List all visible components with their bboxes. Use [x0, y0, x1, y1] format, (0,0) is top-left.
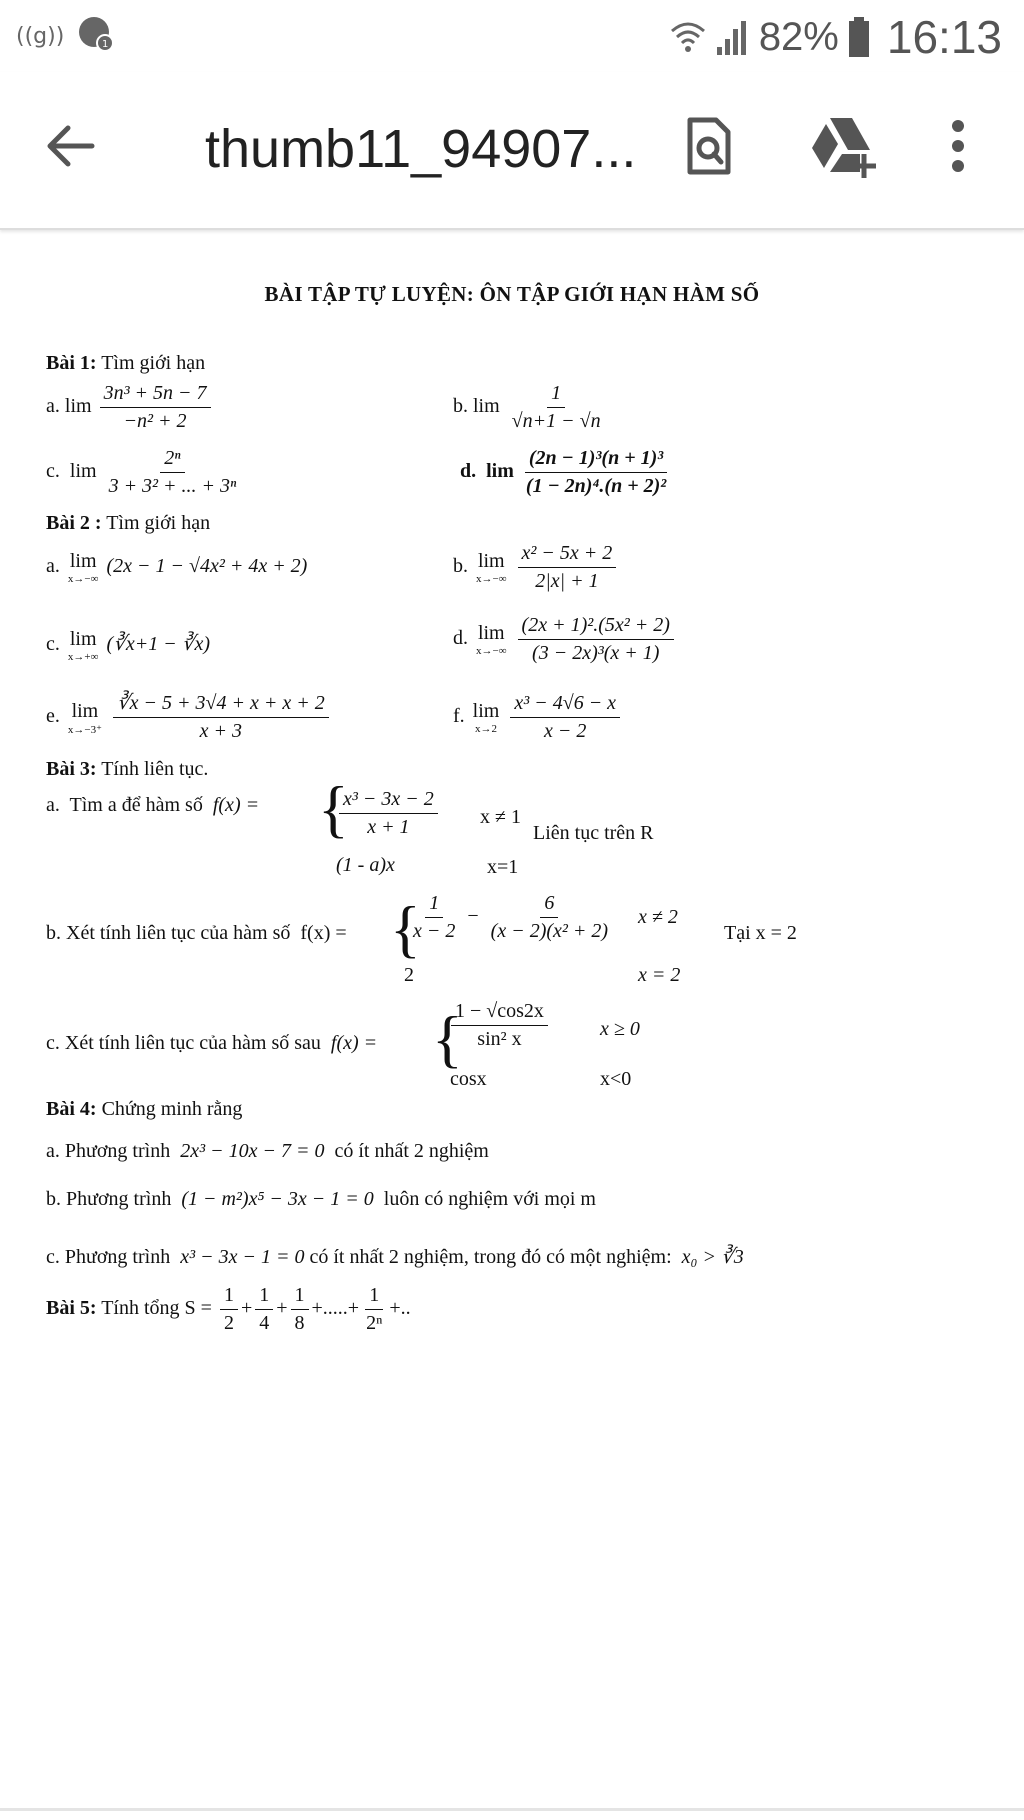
bai3-b: b. Xét tính liên tục của hàm số f(x) =: [46, 922, 347, 944]
bai1-heading: Bài 1: Tìm giới hạn: [46, 352, 206, 374]
bai4-c: c. Phương trình x³ − 3x − 1 = 0 có ít nhất 2 nghiệm, trong đó có một nghiệm: x₀ > ∛3: [46, 1246, 744, 1268]
wifi-calling-icon: [14, 17, 65, 51]
bai3-a-case1: $\frac{\text{x³ − 3x − 2}}{x + 1}$: [336, 788, 441, 839]
bai3-b-cond1: x ≠ 2: [638, 906, 678, 928]
bai2-heading: Bài 2 : Tìm giới hạn: [46, 512, 211, 534]
messenger-icon: [76, 14, 116, 54]
wifi-icon: [669, 17, 707, 57]
battery-icon: [847, 16, 871, 58]
bai4-b: b. Phương trình (1 − m²)x⁵ − 3x − 1 = 0 luôn có nghiệm với mọi m: [46, 1188, 596, 1210]
bai3-a-cond2: x=1: [487, 856, 519, 878]
battery-percent: 82%: [758, 14, 839, 59]
bai2-e: e. lim x→−3⁺ $\frac{∛x - 5 + 3√4 + x + x + 2}{x + 3}$: [46, 692, 332, 743]
status-bar: [0, 0, 1024, 72]
bai2-a: a. lim x→−∞ (2x − 1 − √4x² + 4x + 2): [46, 550, 308, 585]
bai3-b-cond2: x = 2: [638, 964, 681, 986]
bai3-a-brace: {: [318, 773, 349, 844]
bai4-heading: Bài 4: Chứng minh rằng: [46, 1098, 243, 1120]
bai3-b-case2: 2: [404, 964, 414, 986]
bai1-c: c. lim $\frac{\text{2ⁿ}}{\text{3 + 3² + ... + 3ⁿ}}$: [46, 447, 237, 497]
bai3-a: a. Tìm a để hàm số f(x) =: [46, 794, 260, 816]
status-right: [669, 10, 1002, 64]
back-arrow-icon[interactable]: [40, 116, 100, 176]
bai3-c-cond2: x<0: [600, 1068, 632, 1090]
bai1-a: a. lim $\frac{\text{3n³ + 5n − 7}}{\text{−n² + 2}}$: [46, 382, 214, 433]
bai2-f: f. lim x→2 $\frac{\text{x³ − 4√6 − x}}{x - 2}$: [453, 692, 623, 743]
bai3-a-cond1: x ≠ 1: [480, 806, 521, 828]
bai3-a-case2: (1 - a)x: [336, 854, 395, 876]
svg-text:1: 1: [102, 39, 109, 50]
bai3-a-tail: Liên tục trên R: [533, 822, 654, 844]
bai4-a: a. Phương trình 2x³ − 10x − 7 = 0 có ít nhất 2 nghiệm: [46, 1140, 489, 1162]
svg-text:((g)): ((g)): [16, 24, 65, 49]
bai3-heading: Bài 3: Tính liên tục.: [46, 758, 209, 780]
bai3-c-case2: cosx: [450, 1068, 487, 1090]
bai2-c: c. lim x→+∞ (∛x+1 − ∛x): [46, 628, 210, 663]
bai3-b-tail: Tại x = 2: [724, 922, 797, 944]
search-document-icon[interactable]: [676, 114, 740, 178]
bai3-c-cond1: x ≥ 0: [600, 1018, 640, 1040]
bai1-b: b. lim $\frac{1}{√n+1 - √n}$: [453, 382, 601, 432]
bai3-b-case1: $\frac{1}{x - 2}$ − $\frac{6}{\text{(x − 2)(x² + 2)}}$: [413, 892, 609, 942]
bottom-divider: [0, 1808, 1024, 1811]
bai3-c: c. Xét tính liên tục của hàm số sau f(x) =: [46, 1032, 378, 1054]
bai3-c-case1: $\frac{1 - √\cos 2x}{\text{sin² x}}$: [448, 1000, 551, 1051]
bai2-b: b. lim x→−∞ $\frac{\text{x² − 5x + 2}}{2|x| + 1}$: [453, 542, 619, 593]
document-heading: BÀI TẬP TỰ LUYỆN: ÔN TẬP GIỚI HẠN HÀM SỐ: [264, 282, 760, 306]
file-title: thumb11_94907...: [205, 119, 637, 179]
drive-add-icon[interactable]: [808, 114, 880, 178]
bai1-d: d. lim $\frac{\text{(2n − 1)³(n + 1)³}}{\text{(1 − 2n)⁴.(n + 2)²}}$: [460, 447, 667, 497]
status-left-icons: [14, 14, 116, 54]
bai3-b-brace: {: [390, 893, 421, 964]
document-page: [0, 232, 1024, 1792]
bai2-d: d. lim x→−∞ $\frac{\text{(2x + 1)².(5x² + 2)}}{\text{(3 − 2x)³(x + 1)}}$: [453, 614, 677, 665]
more-vert-icon[interactable]: [936, 114, 980, 178]
clock: 16:13: [886, 11, 1002, 63]
bai3-c-brace: {: [432, 1003, 463, 1074]
app-toolbar: [0, 72, 1024, 230]
signal-icon: [715, 17, 751, 57]
bai5-line: Bài 5: Tính tổng S = $\frac{1}{2}$ + $\frac{1}{4}$ + $\frac{1}{8}$ +.....+ $\frac{1}{\text{2ⁿ}}$ +..: [46, 1284, 411, 1334]
